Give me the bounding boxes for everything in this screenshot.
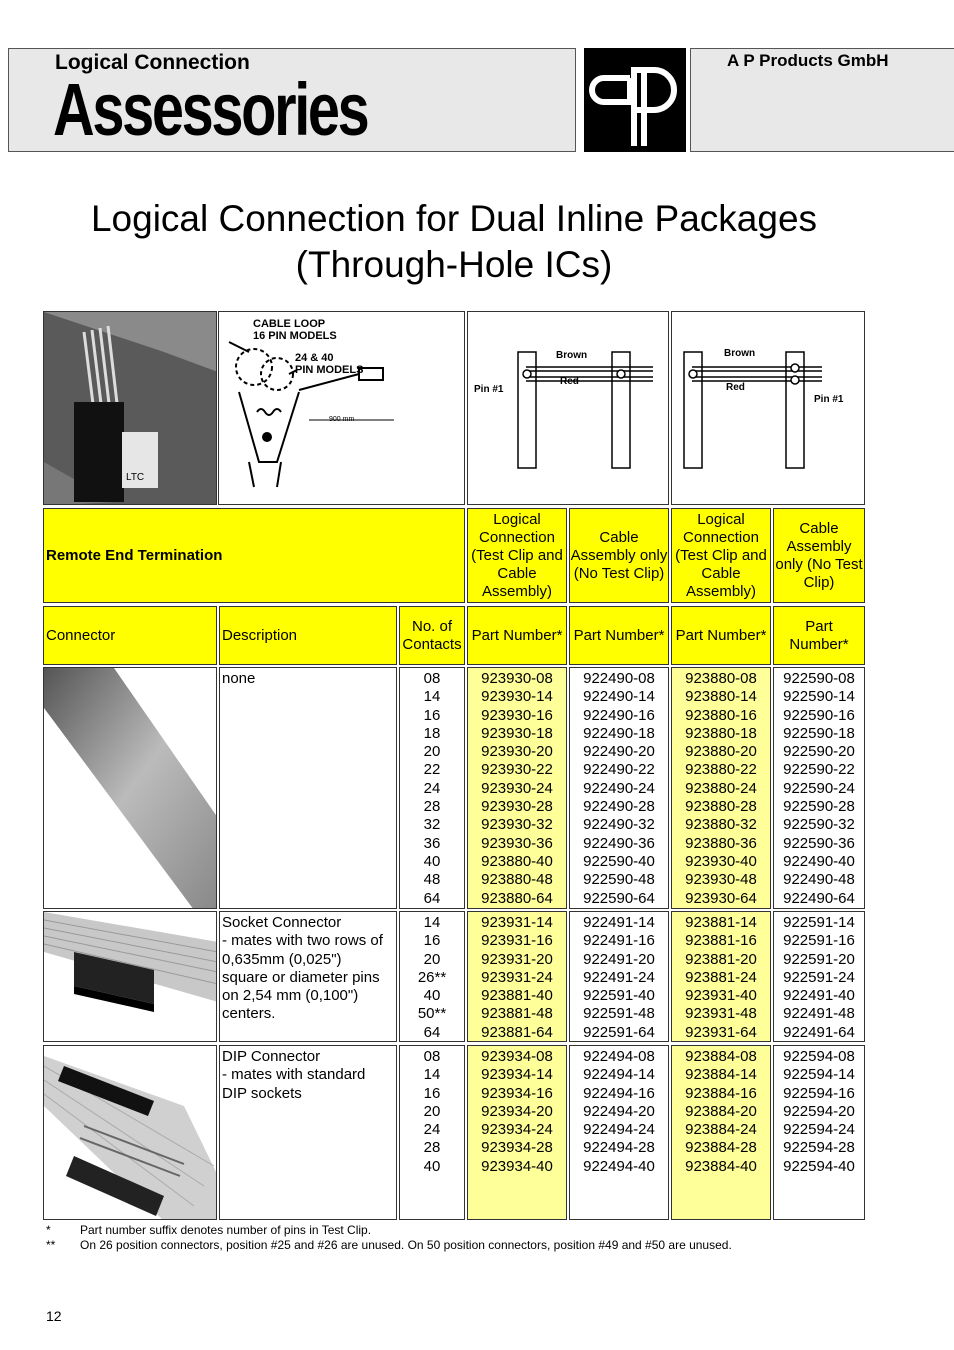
row-part-col4-item: 922590-20: [783, 743, 855, 761]
row-part-col1-item: 923881-64: [481, 1023, 553, 1041]
row-part-col3-item: 923881-20: [685, 950, 757, 968]
clip-label-pin-models: PIN MODELS: [295, 364, 364, 376]
row-part-col4-item: 922594-40: [783, 1157, 855, 1175]
wire-diagram-a: [467, 311, 669, 505]
row-contacts-item: 26**: [417, 968, 447, 986]
row-contacts-item: 14: [423, 1066, 441, 1084]
header-title-box: [8, 48, 576, 152]
row-part-col3-item: 923930-40: [685, 852, 757, 870]
header-part-number-3: Part Number*: [671, 606, 771, 665]
wire-a-red: Red: [560, 376, 579, 387]
row-part-col2-item: 922490-08: [583, 670, 655, 687]
col-type-4: Cable Assembly only (No Test Clip): [773, 508, 865, 603]
row-part-col3: [671, 667, 771, 909]
header-description: Description: [219, 606, 397, 665]
footnote-mark: **: [46, 1238, 56, 1252]
row-part-col4-item: 922594-24: [783, 1121, 855, 1139]
row-part-col1-item: 923930-14: [481, 688, 553, 706]
row-part-col1: [467, 911, 567, 1042]
header-subtitle: Logical Connection: [55, 51, 250, 74]
row-description: none: [219, 667, 397, 909]
row-part-col2-item: 922490-20: [583, 743, 655, 761]
row-part-col3-item: 923884-16: [685, 1084, 757, 1102]
remote-end-label: Remote End Termination: [43, 508, 465, 603]
row-part-col2-item: 922494-20: [583, 1102, 655, 1120]
row-contacts: [399, 911, 465, 1042]
row-part-col3-item: 923931-64: [685, 1023, 757, 1041]
row-contacts-item: 18: [423, 724, 441, 742]
row-part-col3-item: 923884-24: [685, 1121, 757, 1139]
footnote-text: Part number suffix denotes number of pins in Test Clip.: [80, 1223, 372, 1237]
row-contacts-item: 36: [423, 834, 441, 852]
row-part-col2-item: 922494-24: [583, 1121, 655, 1139]
row-part-col1-item: 923934-08: [481, 1048, 553, 1065]
company-name: A P Products GmbH: [727, 51, 889, 70]
row-part-col4: [773, 911, 865, 1042]
row-contacts-item: 50**: [417, 1005, 447, 1023]
row-contacts-item: 28: [423, 798, 441, 816]
row-part-col1-item: 923880-64: [481, 889, 553, 907]
row-part-col1-item: 923930-32: [481, 816, 553, 834]
row-contacts-item: 64: [423, 889, 441, 907]
row-part-col1-item: 923930-16: [481, 706, 553, 724]
row-part-col3-item: 923881-14: [685, 914, 757, 931]
clip-diagram: [218, 311, 398, 505]
row-part-col3-item: 923880-36: [685, 834, 757, 852]
row-part-col4-item: 922590-22: [783, 761, 855, 779]
row-part-col3-item: 923880-20: [685, 743, 757, 761]
row-contacts-item: 24: [423, 779, 441, 797]
row-part-col4-item: 922590-24: [783, 779, 855, 797]
row-part-col4-item: 922590-28: [783, 798, 855, 816]
row-part-col1-item: 923930-24: [481, 779, 553, 797]
row-part-col4-item: 922590-18: [783, 724, 855, 742]
row-part-col4-item: 922590-16: [783, 706, 855, 724]
row-part-col3-item: 923880-08: [685, 670, 757, 687]
row-part-col3-item: 923881-24: [685, 968, 757, 986]
row-part-col4-item: 922590-32: [783, 816, 855, 834]
image-spacer: [397, 311, 465, 505]
row-part-col1-item: 923931-14: [481, 914, 553, 931]
main-title: [0, 196, 908, 288]
header-part-number-4: Part Number*: [773, 606, 865, 665]
row-part-col2-item: 922591-48: [583, 1005, 655, 1023]
row-contacts-item: 32: [423, 816, 441, 834]
row-part-col3-item: 923880-14: [685, 688, 757, 706]
row-part-col2-item: 922490-14: [583, 688, 655, 706]
row-contacts: [399, 667, 465, 909]
row-description: Socket Connector - mates with two rows of 0,635mm (0,025") square or diameter pins on 2,54 mm (0,100") centers.: [219, 911, 397, 1042]
row-part-col4-item: 922594-28: [783, 1139, 855, 1157]
row-part-col2-item: 922490-36: [583, 834, 655, 852]
row-contacts-item: 20: [423, 1102, 441, 1120]
col-type-1: Logical Connection (Test Clip and Cable Assembly): [467, 508, 567, 603]
row-part-col2-item: 922494-08: [583, 1048, 655, 1065]
row-part-col4-item: 922591-20: [783, 950, 855, 968]
row-part-col2-item: 922491-14: [583, 914, 655, 931]
row-part-col1-item: 923880-48: [481, 871, 553, 889]
row-contacts-item: 14: [423, 914, 441, 931]
row-part-col1-item: 923881-40: [481, 987, 553, 1005]
row-contacts-item: 20: [423, 950, 441, 968]
row-part-col2: [569, 667, 669, 909]
row-contacts-item: 24: [423, 1121, 441, 1139]
wire-b-red: Red: [726, 382, 745, 393]
row-part-col2-item: 922590-40: [583, 852, 655, 870]
row-part-col1-item: 923930-36: [481, 834, 553, 852]
row-part-col1-item: 923880-40: [481, 852, 553, 870]
header-contacts: No. of Contacts: [399, 606, 465, 665]
svg-text:LTC: LTC: [126, 472, 145, 483]
row-part-col4-item: 922594-20: [783, 1102, 855, 1120]
row-part-col4-item: 922591-24: [783, 968, 855, 986]
row-part-col3-item: 923880-24: [685, 779, 757, 797]
row-part-col4-item: 922594-14: [783, 1066, 855, 1084]
row-part-col3-item: 923880-28: [685, 798, 757, 816]
row-part-col1: [467, 1045, 567, 1220]
row-part-col3-item: 923931-40: [685, 987, 757, 1005]
row-contacts-item: 40: [423, 1157, 441, 1175]
row-part-col2-item: 922490-24: [583, 779, 655, 797]
clip-label-cable-loop: CABLE LOOP: [253, 318, 326, 330]
row-part-col2-item: 922491-16: [583, 932, 655, 950]
row-contacts-item: 64: [423, 1023, 441, 1041]
row-part-col4-item: 922590-14: [783, 688, 855, 706]
row-part-col2: [569, 911, 669, 1042]
row-description: DIP Connector - mates with standard DIP sockets: [219, 1045, 397, 1220]
row-contacts-item: 08: [423, 1048, 441, 1065]
header-part-number-1: Part Number*: [467, 606, 567, 665]
row-part-col3-item: 923884-20: [685, 1102, 757, 1120]
row-part-col1-item: 923934-20: [481, 1102, 553, 1120]
row-part-col4-item: 922594-08: [783, 1048, 855, 1065]
row-part-col3-item: 923880-32: [685, 816, 757, 834]
row-part-col4-item: 922590-36: [783, 834, 855, 852]
row-part-col3-item: 923930-48: [685, 871, 757, 889]
row-contacts-item: 16: [423, 1084, 441, 1102]
row-part-col4-item: 922590-08: [783, 670, 855, 687]
row-part-col1-item: 923930-20: [481, 743, 553, 761]
row-contacts: [399, 1045, 465, 1220]
row-part-col1-item: 923931-24: [481, 968, 553, 986]
row-part-col2-item: 922494-14: [583, 1066, 655, 1084]
row-part-col4-item: 922490-64: [783, 889, 855, 907]
row-part-col2-item: 922491-20: [583, 950, 655, 968]
header-title: Assessories: [53, 68, 368, 151]
row-contacts-item: 16: [423, 706, 441, 724]
row-part-col4: [773, 667, 865, 909]
row-part-col1-item: 923934-28: [481, 1139, 553, 1157]
test-clip-photo: [43, 311, 217, 505]
row-contacts-item: 08: [423, 670, 441, 687]
row-part-col4-item: 922491-64: [783, 1023, 855, 1041]
footnote-text: On 26 position connectors, position #25 and #26 are unused. On 50 position connectors, position #49 and #50 are unused.: [80, 1238, 732, 1252]
connector-image-dip: [43, 1045, 217, 1220]
row-part-col4-item: 922591-16: [783, 932, 855, 950]
row-contacts-item: 40: [423, 987, 441, 1005]
row-part-col3-item: 923930-64: [685, 889, 757, 907]
row-part-col1-item: 923930-18: [481, 724, 553, 742]
row-part-col1-item: 923930-28: [481, 798, 553, 816]
ap-logo: [584, 48, 686, 152]
row-part-col1-item: 923881-48: [481, 1005, 553, 1023]
row-part-col2-item: 922591-64: [583, 1023, 655, 1041]
row-part-col2-item: 922590-64: [583, 889, 655, 907]
main-title-line2: (Through-Hole ICs): [295, 244, 613, 285]
connector-image-none: [43, 667, 217, 909]
row-part-col3-item: 923884-14: [685, 1066, 757, 1084]
row-contacts-item: 16: [423, 932, 441, 950]
wire-b-pin: Pin #1: [814, 394, 844, 405]
wire-diagram-b: [671, 311, 865, 505]
row-part-col1-item: 923930-08: [481, 670, 553, 687]
clip-label-2440: 24 & 40: [295, 352, 334, 364]
row-part-col4-item: 922591-14: [783, 914, 855, 931]
row-part-col1-item: 923934-40: [481, 1157, 553, 1175]
row-part-col3-item: 923931-48: [685, 1005, 757, 1023]
row-part-col3-item: 923884-28: [685, 1139, 757, 1157]
header-company-box: [690, 48, 954, 152]
row-part-col1: [467, 667, 567, 909]
row-part-col3: [671, 911, 771, 1042]
header-part-number-2: Part Number*: [569, 606, 669, 665]
row-part-col4-item: 922491-40: [783, 987, 855, 1005]
row-contacts-item: 28: [423, 1139, 441, 1157]
row-contacts-item: 40: [423, 852, 441, 870]
row-part-col2-item: 922490-32: [583, 816, 655, 834]
row-part-col2: [569, 1045, 669, 1220]
row-part-col2-item: 922494-16: [583, 1084, 655, 1102]
header-connector: Connector: [43, 606, 217, 665]
row-part-col3-item: 923881-16: [685, 932, 757, 950]
row-part-col3-item: 923884-40: [685, 1157, 757, 1175]
row-part-col2-item: 922490-22: [583, 761, 655, 779]
row-part-col3-item: 923880-16: [685, 706, 757, 724]
row-contacts-item: 48: [423, 871, 441, 889]
row-part-col3-item: 923880-22: [685, 761, 757, 779]
row-part-col4: [773, 1045, 865, 1220]
row-part-col4-item: 922490-48: [783, 871, 855, 889]
wire-a-pin: Pin #1: [474, 384, 504, 395]
wire-a-brown: Brown: [556, 350, 588, 361]
col-type-2: Cable Assembly only (No Test Clip): [569, 508, 669, 603]
page-number: 12: [46, 1308, 62, 1324]
clip-label-16pin: 16 PIN MODELS: [253, 330, 337, 342]
row-contacts-item: 14: [423, 688, 441, 706]
row-part-col2-item: 922490-18: [583, 724, 655, 742]
col-type-3: Logical Connection (Test Clip and Cable Assembly): [671, 508, 771, 603]
main-title-line1: Logical Connection for Dual Inline Packages: [90, 198, 818, 239]
row-part-col1-item: 923931-16: [481, 932, 553, 950]
row-part-col2-item: 922494-28: [583, 1139, 655, 1157]
row-part-col1-item: 923934-24: [481, 1121, 553, 1139]
row-part-col3: [671, 1045, 771, 1220]
row-part-col3-item: 923884-08: [685, 1048, 757, 1065]
row-part-col2-item: 922491-24: [583, 968, 655, 986]
row-part-col4-item: 922491-48: [783, 1005, 855, 1023]
row-part-col2-item: 922591-40: [583, 987, 655, 1005]
row-part-col1-item: 923934-14: [481, 1066, 553, 1084]
row-part-col4-item: 922490-40: [783, 852, 855, 870]
row-contacts-item: 20: [423, 743, 441, 761]
row-part-col1-item: 923934-16: [481, 1084, 553, 1102]
connector-image-socket: [43, 911, 217, 1042]
row-contacts-item: 22: [423, 761, 441, 779]
row-part-col2-item: 922490-28: [583, 798, 655, 816]
row-part-col3-item: 923880-18: [685, 724, 757, 742]
row-part-col2-item: 922590-48: [583, 871, 655, 889]
row-part-col1-item: 923930-22: [481, 761, 553, 779]
clip-label-length: 900 mm: [329, 416, 355, 423]
row-part-col2-item: 922490-16: [583, 706, 655, 724]
row-part-col2-item: 922494-40: [583, 1157, 655, 1175]
row-part-col4-item: 922594-16: [783, 1084, 855, 1102]
footnote-mark: *: [46, 1223, 51, 1237]
row-part-col1-item: 923931-20: [481, 950, 553, 968]
wire-b-brown: Brown: [724, 348, 756, 359]
